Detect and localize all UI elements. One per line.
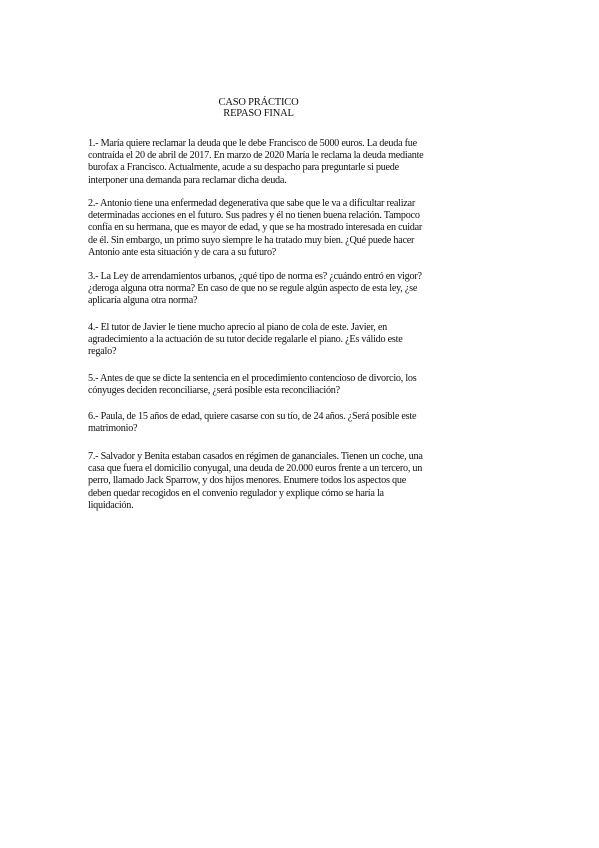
question-4 xyxy=(88,322,448,359)
question-7-line: liquidación. xyxy=(88,499,134,511)
question-2-line: determinadas acciones en el futuro. Sus padres y él no tienen buena relación. Tampoco xyxy=(88,210,420,222)
question-1-line: interponer una demanda para reclamar dicha deuda. xyxy=(88,174,287,186)
question-3-line: aplicaría alguna otra norma? xyxy=(88,295,198,307)
question-5-line: cónyuges deciden reconciliarse, ¿será posible esta reconciliación? xyxy=(88,385,340,397)
question-6-line: matrimonio? xyxy=(88,423,138,435)
question-2-line: confía en su hermana, que es mayor de edad, y que se ha mostrado interesada en cuidar xyxy=(88,222,423,234)
question-4-line: agradecimiento a la actuación de su tutor decide regalarle el piano. ¿Es válido este xyxy=(88,334,403,346)
question-2 xyxy=(88,198,448,259)
question-2-line: de él. Sin embargo, un primo suyo siempre le ha tratado muy bien. ¿Qué puede hacer xyxy=(88,234,415,246)
question-7-line: casa que fuera el domicilio conyugal, una deuda de 20.000 euros frente a un tercero, un xyxy=(88,463,423,475)
question-7-line: 7.- Salvador y Benita estaban casados en régimen de gananciales. Tienen un coche, una xyxy=(88,451,423,462)
question-2-line: Antonio ante esta situación y de cara a su futuro? xyxy=(88,246,277,258)
question-1 xyxy=(88,138,448,187)
question-7 xyxy=(88,451,448,512)
question-3-line: ¿deroga alguna otra norma? En caso de que no se regule algún aspecto de esta ley, ¿se xyxy=(88,283,418,295)
question-3 xyxy=(88,271,448,308)
question-1-line: 1.- María quiere reclamar la deuda que le debe Francisco de 5000 euros. La deuda fue xyxy=(88,138,417,149)
question-7-line: perro, llamado Jack Sparrow, y dos hijos menores. Enumere todos los aspectos que xyxy=(88,475,406,487)
question-2-line: 2.- Antonio tiene una enfermedad degenerativa que sabe que le va a dificultar realizar xyxy=(88,198,415,209)
question-4-line: regalo? xyxy=(88,346,117,358)
question-3-line: 3.- La Ley de arrendamientos urbanos, ¿qué tipo de norma es? ¿cuándo entró en vigor? xyxy=(88,271,422,282)
document-subtitle: REPASO FINAL xyxy=(223,108,294,119)
question-6 xyxy=(88,411,448,435)
question-1-line: contraída el 20 de abril de 2017. En marzo de 2020 María le reclama la deuda mediante xyxy=(88,150,424,162)
question-6-line: 6.- Paula, de 15 años de edad, quiere casarse con su tío, de 24 años. ¿Será posible este xyxy=(88,411,417,422)
question-7-line: deben quedar recogidos en el convenio regulador y explique cómo se haría la xyxy=(88,487,384,499)
question-1-line: burofax a Francisco. Actualmente, acude a su despacho para preguntarle si puede xyxy=(88,162,399,174)
question-5 xyxy=(88,373,448,397)
document-title: CASO PRÁCTICO xyxy=(218,97,299,108)
question-5-line: 5.- Antes de que se dicte la sentencia en el procedimiento contencioso de divorcio, los xyxy=(88,373,417,384)
question-4-line: 4.- El tutor de Javier le tiene mucho aprecio al piano de cola de este. Javier, en xyxy=(88,322,388,333)
